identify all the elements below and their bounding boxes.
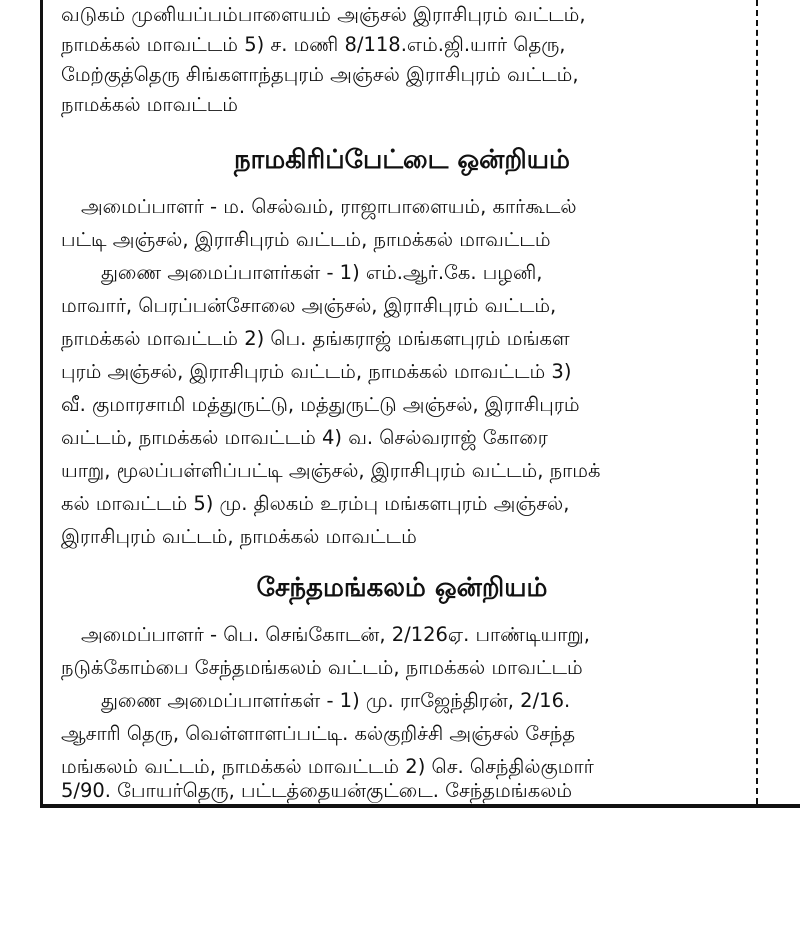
text-line: அமைப்பாளர் - பெ. செங்கோடன், 2/126ஏ. பாண்டியாறு, bbox=[81, 623, 590, 646]
text-line: வீ. குமாரசாமி மத்துருட்டு, மத்துருட்டு அஞ்சல், இராசிபுரம் bbox=[61, 393, 580, 416]
text-line: மங்கலம் வட்டம், நாமக்கல் மாவட்டம் 2) செ. செந்தில்குமார் bbox=[61, 755, 594, 778]
page-frame bbox=[40, 0, 800, 808]
text-line: ஆசாரி தெரு, வெள்ளாளப்பட்டி. கல்குறிச்சி அஞ்சல் சேந்த bbox=[61, 722, 576, 745]
text-line: துணை அமைப்பாளர்கள் - 1) எம்.ஆர்.கே. பழனி, bbox=[101, 261, 543, 284]
section-heading-sendamangalam: சேந்தமங்கலம் ஒன்றியம் bbox=[256, 573, 548, 603]
text-line: யாறு, மூலப்பள்ளிப்பட்டி அஞ்சல், இராசிபுரம் வட்டம், நாமக் bbox=[61, 459, 601, 482]
text-line: அமைப்பாளர் - ம. செல்வம், ராஜாபாளையம், கார்கூடல் bbox=[81, 195, 577, 218]
text-line: பட்டி அஞ்சல், இராசிபுரம் வட்டம், நாமக்கல் மாவட்டம் bbox=[61, 228, 551, 251]
text-line: நாமக்கல் மாவட்டம் 2) பெ. தங்கராஜ் மங்களபுரம் மங்கள bbox=[61, 327, 570, 350]
text-line: நாமக்கல் மாவட்டம் bbox=[61, 93, 238, 116]
text-line: வடுகம் முனியப்பம்பாளையம் அஞ்சல் இராசிபுரம் வட்டம், bbox=[61, 3, 586, 26]
text-line: நடுக்கோம்பை சேந்தமங்கலம் வட்டம், நாமக்கல் மாவட்டம் bbox=[61, 656, 583, 679]
text-line: 5/90. போயர்தெரு, பட்டத்தையன்குட்டை. சேந்தமங்கலம் bbox=[61, 779, 573, 802]
text-line: புரம் அஞ்சல், இராசிபுரம் வட்டம், நாமக்கல் மாவட்டம் 3) bbox=[61, 360, 572, 383]
text-line: வட்டம், நாமக்கல் மாவட்டம் 4) வ. செல்வராஜ் கோரை bbox=[61, 426, 548, 449]
column-divider bbox=[756, 0, 758, 804]
section-heading-namagiripettai: நாமகிரிப்பேட்டை ஒன்றியம் bbox=[234, 145, 570, 175]
text-line: மேற்குத்தெரு சிங்களாந்தபுரம் அஞ்சல் இராசிபுரம் வட்டம், bbox=[61, 63, 579, 86]
text-line: நாமக்கல் மாவட்டம் 5) ச. மணி 8/118.எம்.ஜி.யார் தெரு, bbox=[61, 33, 566, 56]
text-line: கல் மாவட்டம் 5) மு. திலகம் உரம்பு மங்களபுரம் அஞ்சல், bbox=[61, 492, 570, 515]
text-line: மாவார், பெரப்பன்சோலை அஞ்சல், இராசிபுரம் வட்டம், bbox=[61, 294, 557, 317]
text-line: துணை அமைப்பாளர்கள் - 1) மு. ராஜேந்திரன், 2/16. bbox=[101, 689, 571, 712]
text-line: இராசிபுரம் வட்டம், நாமக்கல் மாவட்டம் bbox=[61, 525, 417, 548]
